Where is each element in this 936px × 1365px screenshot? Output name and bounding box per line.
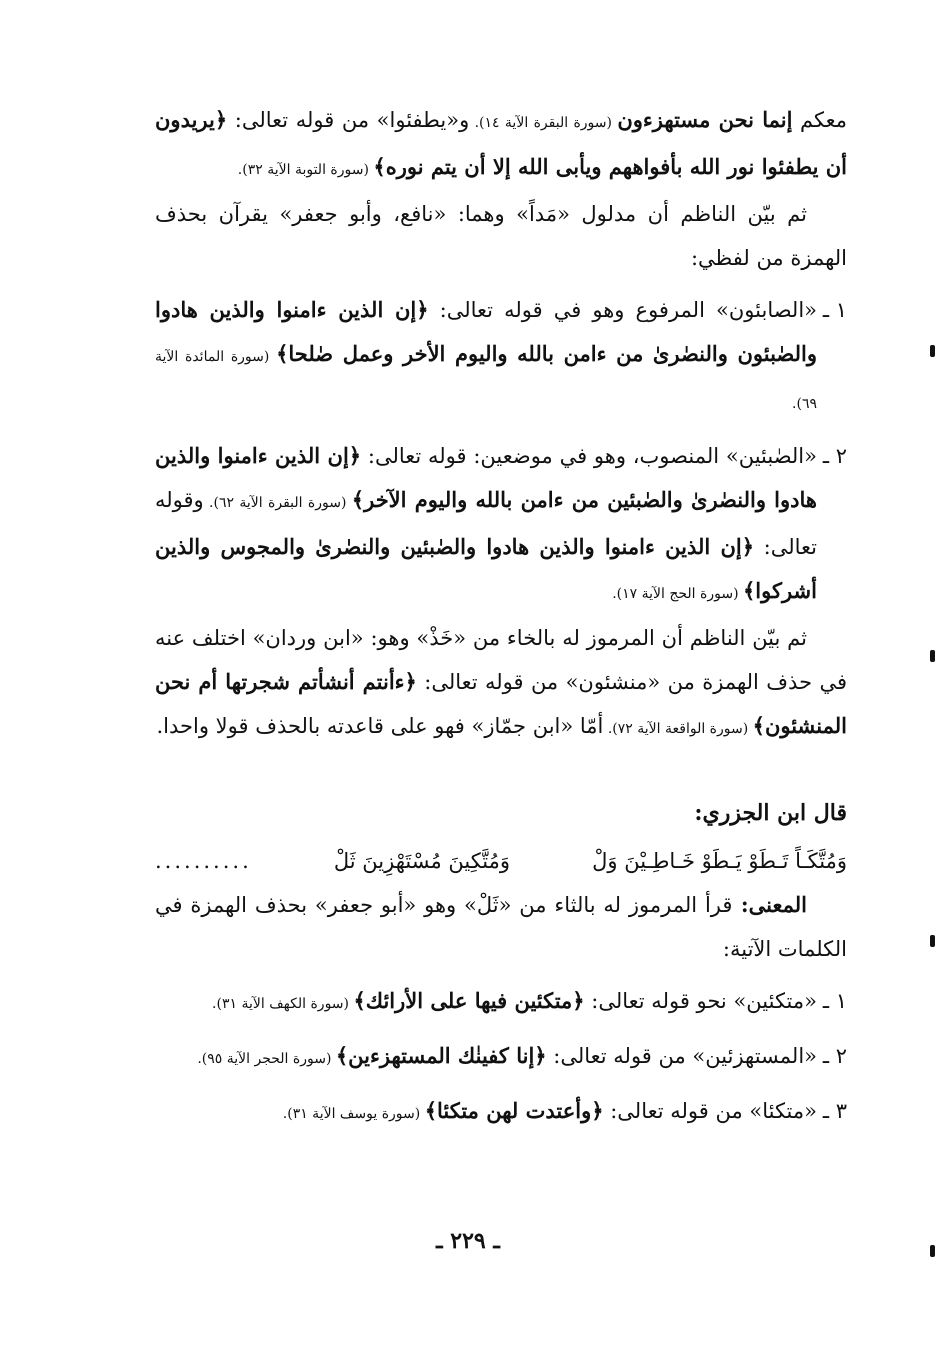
quran-quote: ﴿إن الذين ءامنوا والذين هادوا والصٰبئون والنصٰرىٰ من ءامن بالله واليوم الأخر وعمل صٰلحا﴾ — [155, 297, 817, 366]
item-number: ٢ ـ — [822, 1044, 847, 1068]
text: «متكئين» نحو قوله تعالى: — [584, 989, 817, 1013]
verse-hemistich-right: وَمُتَّكَـاً تَـطَوْ يَـطَوْ خَـاطِـيْنَ وَلْ — [592, 849, 847, 873]
paragraph-2: ثم بيّن الناظم أن مدلول «مَداً» وهما: «نافع، وأبو جعفر» يقرآن بحذف الهمزة من لفظي: — [155, 202, 847, 270]
scan-mark — [930, 935, 935, 947]
paragraph-3 — [155, 616, 847, 751]
list-item — [155, 1034, 847, 1081]
scan-mark — [930, 650, 935, 662]
list-item — [155, 288, 847, 426]
paragraph-1 — [155, 98, 847, 192]
page-body — [155, 98, 847, 1136]
quran-quote: ﴿وأعتدت لهن متكئا﴾ — [424, 1098, 604, 1123]
text: «الصٰبئين» المنصوب، وهو في موضعين: قوله تعالى: — [361, 444, 817, 468]
verse-hemistich-left: وَمُتَّكِينَ مُسْتَهْزِينَ ثَلْ — [333, 849, 511, 873]
quran-quote: ﴿يريدون أن يطفئوا نور الله بأفواههم ويأبى الله إلا أن يتم نوره﴾ — [155, 107, 847, 179]
item-number: ١ ـ — [822, 298, 847, 322]
quran-quote: ﴿متكئين فيها على الأرائك﴾ — [353, 988, 585, 1013]
surah-reference: (سورة الحجر الآية ٩٥). — [197, 1051, 336, 1067]
list-item — [155, 434, 847, 616]
text: أمّا «ابن جمّاز» فهو على قاعدته بالحذف قولا واحدا. — [156, 714, 604, 738]
poem-verse — [155, 839, 847, 883]
quran-quote: ﴿إنا كفينٰك المستهزءين﴾ — [335, 1043, 547, 1068]
text: و«يطفئوا» من قوله تعالى: — [227, 108, 470, 132]
meaning-label: المعنى: — [732, 892, 807, 917]
text: معكم — [792, 108, 847, 132]
item-number: ١ ـ — [822, 989, 847, 1013]
page-number: ـ ٢٢٩ ـ — [436, 1228, 500, 1254]
text: ثم بيّن الناظم أن المرموز له بالخاء من «خَذْ» وهو: «ابن وردان» اختلف عنه في حذف الهمزة من «منشئون» من قوله تعالى: — [155, 626, 847, 694]
list-item — [155, 979, 847, 1026]
list-item — [155, 1089, 847, 1136]
section-heading: قال ابن الجزري: — [694, 800, 847, 826]
scan-mark — [930, 1245, 935, 1257]
text: «الصابئون» المرفوع وهو في قوله تعالى: — [428, 298, 818, 322]
surah-reference: (سورة الحج الآية ١٧). — [612, 586, 743, 602]
item-number: ٣ ـ — [822, 1099, 847, 1123]
surah-reference: (سورة يوسف الآية ٣١). — [282, 1106, 425, 1122]
quran-quote: ﴿إن الذين ءامنوا والذين هادوا والصٰبئين والنصٰرىٰ والمجوس والذين أشركوا﴾ — [155, 534, 817, 603]
surah-reference: (سورة التوبة الآية ٣٢). — [237, 162, 374, 178]
surah-reference: (سورة المائدة الآية ٦٩). — [155, 349, 817, 412]
surah-reference: (سورة الكهف الآية ٣١). — [212, 996, 354, 1012]
surah-reference: (سورة البقرة الآية ١٤). — [469, 115, 618, 131]
surah-reference: (سورة الواقعة الآية ٧٢). — [603, 721, 753, 737]
quran-quote: إنما نحن مستهزءون — [617, 107, 793, 132]
text: وقوله تعالى: — [155, 488, 818, 559]
surah-reference: (سورة البقرة الآية ٦٢). — [203, 495, 352, 511]
text: «متكئا» من قوله تعالى: — [603, 1099, 817, 1123]
item-number: ٢ ـ — [822, 444, 847, 468]
scan-mark — [930, 345, 935, 357]
meaning-paragraph — [155, 883, 847, 971]
text: «المستهزئين» من قوله تعالى: — [546, 1044, 817, 1068]
quran-quote: ﴿ءأنتم أنشأتم شجرتها أم نحن المنشئون﴾ — [155, 669, 847, 738]
quran-quote: ﴿إن الذين ءامنوا والذين هادوا والنصٰرىٰ والصٰبئين من ءامن بالله واليوم الآخر﴾ — [155, 443, 817, 512]
text: قرأ المرموز له بالثاء من «ثَلْ» وهو «أبو جعفر» بحذف الهمزة في الكلمات الآتية: — [155, 893, 847, 961]
verse-dots: .......... — [155, 849, 252, 873]
